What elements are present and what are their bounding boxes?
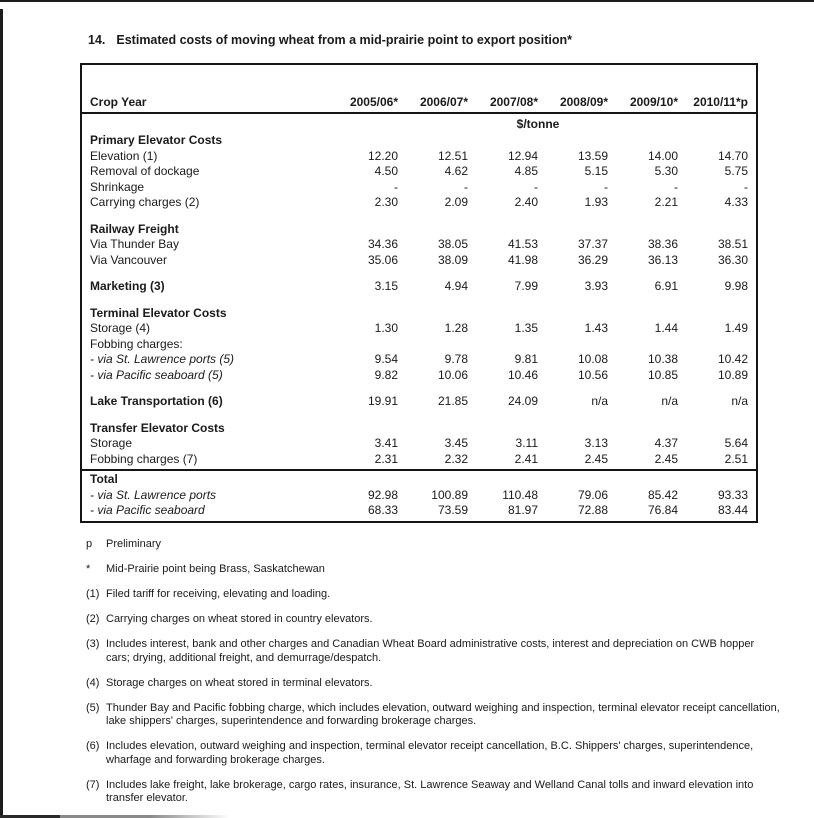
- cell-value: 12.94: [507, 148, 538, 163]
- table-unit-row: [82, 114, 756, 133]
- cell-value: 9.81: [514, 352, 538, 366]
- cell-value: 38.36: [647, 237, 678, 251]
- footnote-marker: (7): [86, 778, 100, 791]
- row-label: - via Pacific seaboard: [90, 503, 205, 517]
- cell-value: 10.56: [577, 367, 608, 382]
- footnote-text: Mid-Prairie point being Brass, Saskatchewan: [106, 563, 325, 575]
- table-row: [82, 469, 756, 488]
- page-title: [88, 33, 572, 47]
- table-row: [82, 352, 756, 368]
- cell-value: 92.98: [367, 487, 398, 502]
- table-row: [82, 421, 756, 437]
- cell-value: 38.51: [717, 237, 748, 251]
- cell-value: 1.35: [514, 321, 538, 335]
- cell-value: 2.41: [514, 451, 538, 466]
- cell-value: 93.33: [717, 487, 748, 502]
- table-row: [82, 253, 756, 269]
- cell-value: 10.89: [717, 367, 748, 382]
- row-label: Lake Transportation (6): [90, 394, 223, 408]
- footnote-text: Storage charges on wheat stored in terminal elevators.: [106, 676, 373, 689]
- footnote-text: Carrying charges on wheat stored in country elevators.: [106, 613, 373, 625]
- row-label: Via Vancouver: [90, 252, 167, 267]
- cell-value: 2.40: [514, 195, 538, 209]
- footnote-marker: (1): [86, 588, 100, 600]
- row-label: Storage (4): [90, 321, 151, 335]
- footnote-text: Includes lake freight, lake brokerage, cargo rates, insurance, St. Lawrence Seaway and Welland Canal tolls and inward elevation into transfer elevator.: [106, 778, 754, 804]
- table-row: [82, 237, 756, 253]
- cell-value: 2.45: [654, 451, 678, 466]
- row-label: Transfer Elevator Costs: [90, 420, 225, 435]
- cell-value: 14.00: [647, 148, 678, 163]
- cell-value: 36.30: [717, 252, 748, 267]
- row-label: Total: [90, 472, 118, 486]
- cell-value: 100.89: [431, 487, 468, 502]
- footnotes: [86, 538, 780, 817]
- table-row: [82, 164, 756, 180]
- footnote: [86, 677, 780, 691]
- cell-value: 2.31: [374, 451, 398, 466]
- cell-value: 68.33: [367, 503, 398, 517]
- cell-value: 10.38: [647, 352, 678, 366]
- cell-value: 34.36: [367, 237, 398, 251]
- cell-value: 36.29: [577, 252, 608, 267]
- cell-value: 38.05: [437, 237, 468, 251]
- cell-value: 3.41: [374, 436, 398, 450]
- table-row: [82, 279, 756, 295]
- cell-value: 12.51: [437, 148, 468, 163]
- row-label: Via Thunder Bay: [90, 237, 179, 251]
- page-title-text: Estimated costs of moving wheat from a mid-prairie point to export position*: [116, 33, 572, 47]
- cell-value: 2.30: [374, 195, 398, 209]
- footnote-marker: (5): [86, 701, 100, 714]
- footnote: [86, 702, 780, 729]
- cell-value: 81.97: [507, 503, 538, 517]
- footnote: [86, 740, 780, 767]
- row-label: Fobbing charges (7): [90, 451, 198, 466]
- row-label: - via St. Lawrence ports (5): [90, 352, 235, 366]
- cell-value: 9.54: [374, 352, 398, 366]
- row-label: Primary Elevator Costs: [90, 133, 223, 147]
- cell-value: 2.21: [654, 195, 678, 209]
- cell-value: 10.06: [437, 367, 468, 382]
- cell-value: 41.98: [507, 252, 538, 267]
- cell-value: 1.49: [724, 321, 748, 335]
- page-edge-top: [0, 0, 814, 2]
- column-header: 2006/07*: [419, 95, 468, 109]
- cell-value: 5.15: [584, 164, 608, 178]
- cell-value: 4.85: [514, 164, 538, 178]
- cell-value: 2.51: [724, 451, 748, 466]
- row-label: Carrying charges (2): [90, 195, 200, 209]
- footnote-text: Preliminary: [106, 538, 162, 550]
- footnote-marker: (4): [86, 676, 100, 689]
- cell-value: 9.82: [374, 367, 398, 382]
- cell-value: 79.06: [577, 487, 608, 502]
- footnote-marker: *: [86, 563, 91, 575]
- cell-value: -: [464, 179, 468, 194]
- cell-value: 5.64: [724, 436, 748, 450]
- cell-value: 1.44: [654, 321, 678, 335]
- cell-value: 36.13: [647, 252, 678, 267]
- cell-value: 1.30: [374, 321, 398, 335]
- cell-value: 83.44: [717, 503, 748, 517]
- column-header: 2005/06*: [349, 95, 398, 109]
- cell-value: 37.37: [577, 237, 608, 251]
- column-header: 2010/11*p: [693, 95, 748, 109]
- footnote: [86, 538, 780, 552]
- cell-value: 24.09: [507, 394, 538, 408]
- cell-value: 7.99: [514, 279, 538, 293]
- footnote-text: Thunder Bay and Pacific fobbing charge, which includes elevation, outward weighing and inspection, terminal elevator receipt cancellation, lake shippers' charges, superintendence and forwarding brokerage charges.: [106, 701, 780, 727]
- cell-value: 4.33: [724, 195, 748, 209]
- cell-value: 38.09: [437, 252, 468, 267]
- footnote: [86, 779, 780, 806]
- table-row: [82, 306, 756, 322]
- footnote-marker: (2): [86, 613, 100, 625]
- cell-value: 3.93: [584, 279, 608, 293]
- column-header: 2008/09*: [559, 95, 608, 109]
- cell-value: 73.59: [437, 503, 468, 517]
- column-header: 2007/08*: [489, 95, 538, 109]
- table-row: [82, 394, 756, 410]
- footnote: [86, 613, 780, 627]
- cell-value: 10.85: [647, 367, 678, 382]
- row-label: Railway Freight: [90, 221, 179, 236]
- cell-value: -: [604, 179, 608, 194]
- table-header-label: Crop Year: [90, 95, 147, 109]
- table-row: [82, 337, 756, 353]
- costs-table: [80, 63, 758, 523]
- cell-value: 10.42: [717, 352, 748, 366]
- footnote-marker: (6): [86, 740, 100, 752]
- cell-value: 110.48: [502, 487, 538, 502]
- table-row: [82, 222, 756, 238]
- cell-value: n/a: [591, 394, 608, 408]
- table-row: [82, 488, 756, 504]
- cell-value: 2.45: [584, 451, 608, 466]
- table-row: [82, 321, 756, 337]
- row-label: Shrinkage: [90, 179, 145, 194]
- cell-value: 10.46: [507, 367, 538, 382]
- cell-value: n/a: [731, 394, 748, 408]
- cell-value: 4.50: [374, 164, 398, 178]
- table-row: [82, 149, 756, 165]
- table-body: [82, 133, 756, 521]
- footnote-marker: (3): [86, 638, 100, 650]
- cell-value: 1.43: [584, 321, 608, 335]
- table-row: [82, 195, 756, 211]
- cell-value: 13.59: [577, 148, 608, 163]
- row-label: Marketing (3): [90, 279, 165, 293]
- cell-value: -: [394, 179, 398, 194]
- footnote-text: Includes elevation, outward weighing and inspection, terminal elevator receipt cancellation, B.C. Shippers' charges, superintendence, wharfage and forwarding brokerage charges.: [106, 740, 754, 766]
- page-edge-left: [0, 9, 3, 818]
- cell-value: 4.62: [444, 164, 468, 178]
- column-header: 2009/10*: [629, 95, 678, 109]
- table-row: [82, 436, 756, 452]
- cell-value: 1.28: [444, 321, 468, 335]
- footnote: [86, 563, 780, 577]
- row-label: Fobbing charges:: [90, 336, 183, 351]
- cell-value: 6.91: [654, 279, 678, 293]
- row-label: - via Pacific seaboard (5): [90, 367, 223, 382]
- cell-value: 9.98: [724, 279, 748, 293]
- cell-value: 10.08: [577, 352, 608, 366]
- table-row: [82, 133, 756, 149]
- table-row: [82, 503, 756, 519]
- cell-value: 3.15: [374, 279, 398, 293]
- cell-value: -: [744, 179, 748, 194]
- cell-value: 76.84: [647, 503, 678, 517]
- cell-value: 14.70: [717, 148, 748, 163]
- cell-value: -: [534, 179, 538, 194]
- row-label: - via St. Lawrence ports: [90, 487, 217, 502]
- cell-value: 72.88: [577, 503, 608, 517]
- cell-value: 5.30: [654, 164, 678, 178]
- row-label: Elevation (1): [90, 148, 158, 163]
- cell-value: 3.11: [515, 436, 538, 450]
- footnote: [86, 588, 780, 602]
- cell-value: 4.94: [444, 279, 468, 293]
- footnote: [86, 638, 780, 665]
- footnote-text: Includes interest, bank and other charges and Canadian Wheat Board administrative costs, interest and depreciation on CWB hopper cars; drying, additional freight, and demurrage/despatch.: [106, 638, 755, 664]
- cell-value: 1.93: [584, 195, 608, 209]
- cell-value: 3.45: [444, 436, 468, 450]
- cell-value: n/a: [661, 394, 678, 408]
- cell-value: -: [674, 179, 678, 194]
- cell-value: 41.53: [507, 237, 538, 251]
- cell-value: 3.13: [584, 436, 608, 450]
- table-row: [82, 452, 756, 468]
- cell-value: 4.37: [654, 436, 678, 450]
- cell-value: 2.32: [444, 451, 468, 466]
- cell-value: 85.42: [647, 487, 678, 502]
- table-row: [82, 180, 756, 196]
- cell-value: 19.91: [367, 394, 398, 408]
- cell-value: 2.09: [444, 195, 468, 209]
- cell-value: 12.20: [367, 148, 398, 163]
- row-label: Terminal Elevator Costs: [90, 305, 227, 320]
- footnote-text: Filed tariff for receiving, elevating and loading.: [106, 588, 331, 600]
- row-label: Storage: [90, 436, 133, 450]
- cell-value: 9.78: [444, 352, 468, 366]
- footnote-marker: p: [86, 538, 93, 550]
- cell-value: 35.06: [367, 252, 398, 267]
- table-header-row: [82, 65, 756, 114]
- row-label: Removal of dockage: [90, 164, 200, 178]
- page-title-number: 14.: [88, 33, 106, 47]
- table-row: [82, 368, 756, 384]
- table-unit-label: $/tonne: [516, 117, 560, 131]
- cell-value: 5.75: [724, 164, 748, 178]
- cell-value: 21.85: [437, 394, 468, 408]
